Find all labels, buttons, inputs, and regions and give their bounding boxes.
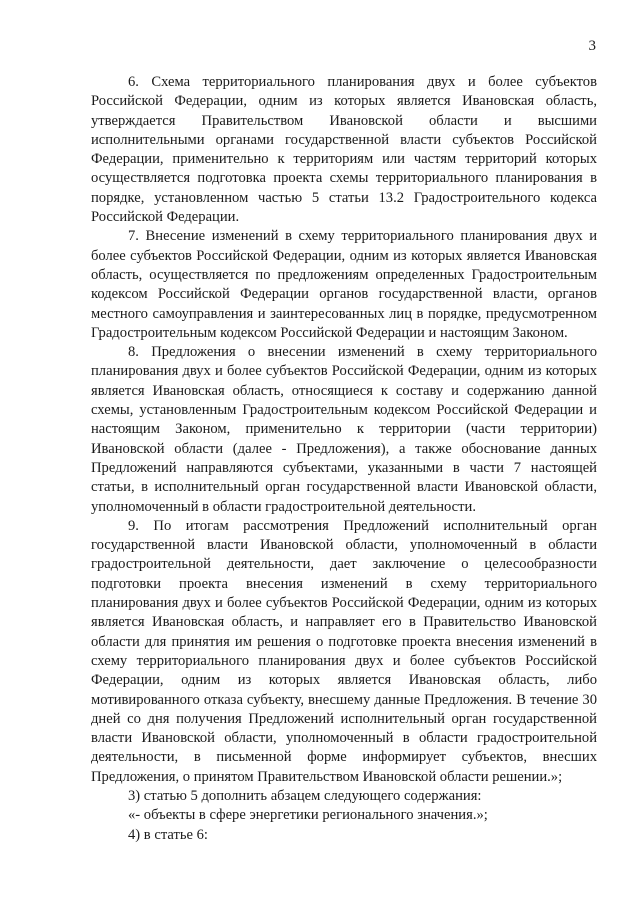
- paragraph-amendment-4: 4) в статье 6:: [128, 826, 208, 843]
- document-body: [91, 73, 597, 845]
- paragraph-item-9: 9. По итогам рассмотрения Предложений исполнительный орган государственной власти Ивановской области, уполномоченный в области градостроительной деятельности, дает заключение о целесообразности подготовки проекта внесения изменений в схему территориального планирования двух и более субъектов Российской Федерации, одним из которых является Ивановская область, и направляет его в Правительство Ивановской области для принятия им решения о подготовке проекта внесения изменений в схему территориального планирования двух и более субъектов Российской Федерации, одним из которых является Ивановская область, либо мотивированного отказа субъекту, внесшему данные Предложения. В течение 30 дней со дня получения Предложений исполнительный орган государственной власти Ивановской области, уполномоченный в области градостроительной деятельности, в письменной форме информирует субъектов, внесших Предложения, о принятом Правительством Ивановской области решении.»;: [91, 517, 597, 785]
- paragraph-amendment-3: 3) статью 5 дополнить абзацем следующего содержания:: [128, 787, 482, 804]
- paragraph-quoted-addition: «- объекты в сфере энергетики регионального значения.»;: [128, 807, 488, 824]
- paragraph-item-7: 7. Внесение изменений в схему территориального планирования двух и более субъектов Российской Федерации, одним из которых является Ивановская область, осуществляется по предложениям определенных Градостроительным кодексом Российской Федерации органов государственной власти, органов местного самоуправления и заинтересованных лиц в порядке, предусмотренном Градостроительным кодексом Российской Федерации и настоящим Законом.: [91, 228, 597, 341]
- page-number: 3: [588, 38, 596, 54]
- paragraph-item-8: 8. Предложения о внесении изменений в схему территориального планирования двух и более субъектов Российской Федерации, одним из которых является Ивановская область, относящиеся к составу и содержанию данной схемы, установленным Градостроительным кодексом Российской Федерации и настоящим Законом, применительно к территории (части территории) Ивановской области (далее - Предложения), а также обоснование данных Предложений направляются субъектами, указанными в части 7 настоящей статьи, в исполнительный орган государственной власти Ивановской области, уполномоченный в области градостроительной деятельности.: [91, 344, 597, 515]
- paragraph-item-6: 6. Схема территориального планирования двух и более субъектов Российской Федерации, одним из которых является Ивановская область, утверждается Правительством Ивановской области и высшими исполнительными органами государственной власти субъектов Российской Федерации, применительно к территориям или частям территорий которых осуществляется подготовка проекта схемы территориального планирования в порядке, установленном частью 5 статьи 13.2 Градостроительного кодекса Российской Федерации.: [91, 74, 597, 226]
